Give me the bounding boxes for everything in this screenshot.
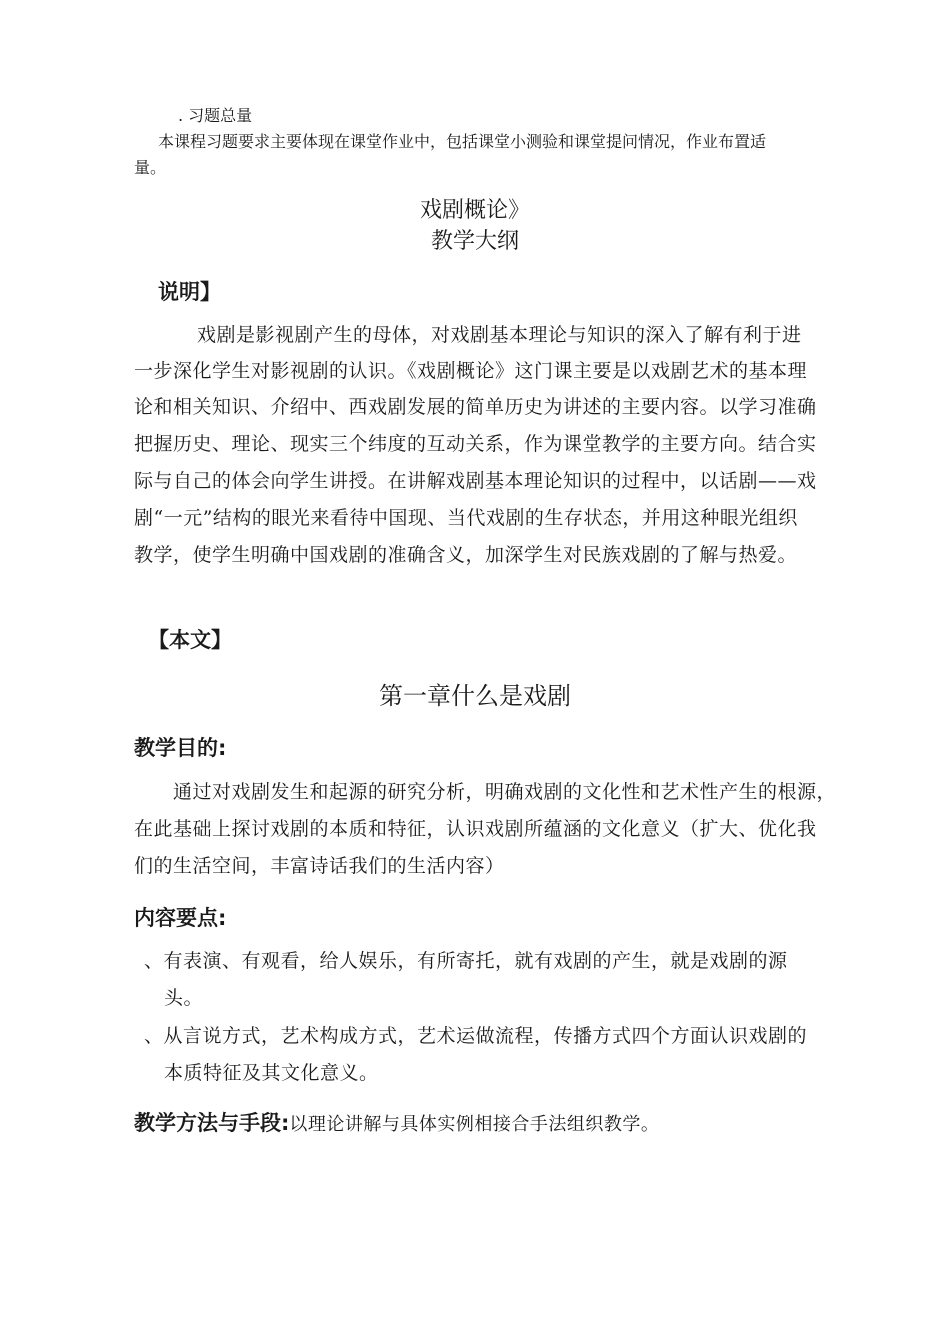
exercise-line-1: 本课程习题要求主要体现在课堂作业中，包括课堂小测验和课堂提问情况，作业布置适 [158,132,767,151]
explanation-heading: 说明】 [158,280,221,304]
main-text-heading: 【本文】 [148,628,232,652]
teaching-goal-line: 在此基础上探讨戏剧的本质和特征，认识戏剧所蕴涵的文化意义（扩大、优化我 [134,818,817,840]
explanation-line: 一步深化学生对影视剧的认识。《戏剧概论》这门课主要是以戏剧艺术的基本理 [134,360,808,382]
exercise-heading: . 习题总量 [178,106,253,125]
key-point-item: 、从言说方式，艺术构成方式，艺术运做流程，传播方式四个方面认识戏剧的 [144,1025,808,1047]
chapter-title: 第一章什么是戏剧 [379,682,571,710]
explanation-line: 论和相关知识、介绍中、西戏剧发展的简单历史为讲述的主要内容。以学习准确 [134,396,817,418]
syllabus-title: 戏剧概论》 [419,198,530,223]
key-point-item-continued: 头。 [164,987,204,1009]
teaching-goal-line: 通过对戏剧发生和起源的研究分析，明确戏剧的文化性和艺术性产生的根源， [173,781,837,803]
explanation-line: 际与自己的体会向学生讲授。在讲解戏剧基本理论知识的过程中，以话剧——戏 [134,470,817,492]
syllabus-subtitle: 教学大纲 [430,229,519,254]
explanation-line: 剧“一元”结构的眼光来看待中国现、当代戏剧的生存状态，并用这种眼光组织 [134,507,798,529]
key-point-item-continued: 本质特征及其文化意义。 [164,1062,379,1084]
key-points-heading: 内容要点: [134,906,227,930]
exercise-line-2: 量。 [134,158,167,177]
explanation-line: 戏剧是影视剧产生的母体，对戏剧基本理论与知识的深入了解有利于进 [197,324,802,346]
teaching-goal-heading: 教学目的: [134,736,227,760]
teaching-method-text: 以理论讲解与具体实例相接合手法组织教学。 [289,1114,660,1135]
teaching-method [134,1107,659,1137]
key-point-item: 、有表演、有观看，给人娱乐，有所寄托，就有戏剧的产生，就是戏剧的源 [144,950,788,972]
explanation-line: 把握历史、理论、现实三个纬度的互动关系，作为课堂教学的主要方向。结合实 [134,433,817,455]
explanation-line: 教学，使学生明确中国戏剧的准确含义，加深学生对民族戏剧的了解与热爱。 [134,544,798,566]
teaching-goal-line: 们的生活空间，丰富诗话我们的生活内容） [134,855,505,877]
teaching-method-heading: 教学方法与手段: [134,1111,290,1135]
